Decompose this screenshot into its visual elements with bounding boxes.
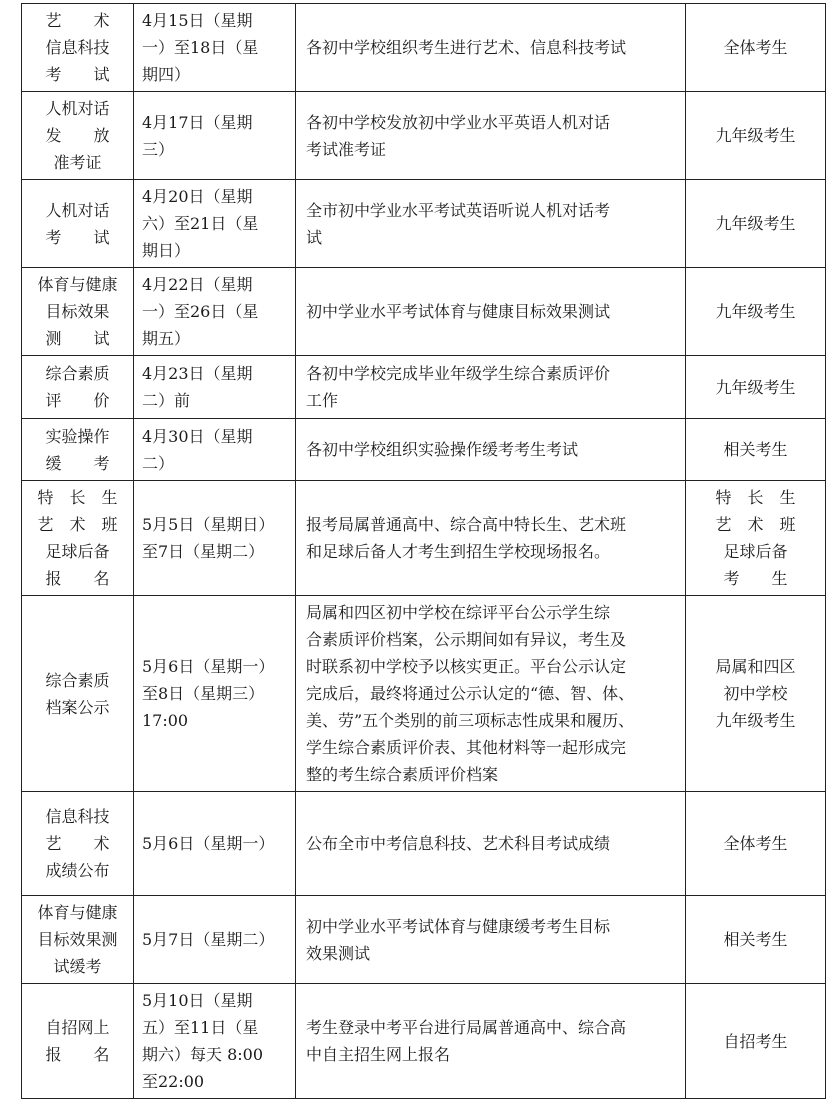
content-cell (296, 180, 686, 268)
item-cell-line: 体育与健康 (37, 275, 118, 294)
target-cell-line: 九年级考生 (715, 377, 796, 397)
target-cell-line: 特 长 生 (715, 488, 796, 507)
item-cell-line: 评 价 (45, 391, 110, 410)
target-cell-line: 局属和四区 (715, 657, 796, 676)
item-cell-line: 综合素质 (45, 364, 110, 383)
item-cell (22, 356, 134, 419)
content-cell-line: 学生综合素质评价表、其他材料等一起形成完 (306, 738, 627, 757)
item-cell-line: 缓 考 (45, 453, 110, 473)
target-cell-line: 足球后备 (723, 542, 788, 561)
content-cell-line: 初中学业水平考试体育与健康缓考考生目标 (306, 916, 611, 936)
date-cell (134, 356, 296, 419)
target-cell (686, 984, 826, 1099)
content-cell-line: 时联系初中学校予以核实更正。平台公示认定 (306, 657, 627, 676)
date-cell-line: 期四） (142, 65, 191, 84)
item-cell-line: 报 名 (45, 1045, 110, 1064)
target-cell-line: 全体考生 (723, 834, 788, 853)
content-cell-line: 合素质评价档案，公示期间如有异议，考生及 (306, 630, 627, 649)
table-row (22, 356, 826, 419)
content-cell (296, 92, 686, 180)
content-cell-line: 局属和四区初中学校在综评平台公示学生综 (306, 603, 611, 622)
item-cell-line: 成绩公布 (45, 861, 110, 880)
date-cell-line: 三） (142, 139, 175, 159)
date-cell-line: 期五） (142, 329, 191, 348)
date-cell-line: 4月17日（星期 (142, 112, 253, 132)
date-cell-line: 五）至11日（星 (142, 1018, 259, 1037)
content-cell-line: 试 (306, 227, 323, 247)
content-cell-line: 各初中学校完成毕业年级学生综合素质评价 (306, 364, 611, 383)
date-cell-line: 期日） (142, 241, 191, 260)
date-cell-line: 一）至26日（星 (142, 302, 259, 321)
item-cell-line: 综合素质 (45, 670, 110, 690)
date-cell (134, 268, 296, 356)
item-cell-line: 实验操作 (45, 426, 110, 446)
content-cell-line: 各初中学校发放初中学业水平英语人机对话 (306, 112, 611, 132)
item-cell (22, 984, 134, 1099)
target-cell (686, 481, 826, 596)
table-row (22, 180, 826, 268)
content-cell-line: 完成后，最终将通过公示认定的“德、智、体、 (306, 684, 635, 703)
target-cell-line: 相关考生 (723, 930, 788, 949)
target-cell (686, 792, 826, 896)
content-cell-line: 效果测试 (306, 943, 371, 963)
target-cell-line: 初中学校 (723, 684, 788, 703)
item-cell-line: 人机对话 (45, 200, 110, 220)
table-row (22, 596, 826, 792)
item-cell-line: 自招网上 (45, 1018, 110, 1037)
content-cell-line: 考试准考证 (306, 139, 387, 159)
item-cell (22, 180, 134, 268)
content-cell (296, 596, 686, 792)
date-cell-line: 4月22日（星期 (142, 275, 253, 294)
date-cell-line: 六）至21日（星 (142, 214, 259, 233)
content-cell-line: 和足球后备人才考生到招生学校现场报名。 (306, 542, 611, 561)
item-cell-line: 体育与健康 (37, 903, 118, 922)
item-cell (22, 481, 134, 596)
item-cell-line: 人机对话 (45, 99, 110, 118)
date-cell-line: 至22:00 (142, 1072, 205, 1091)
content-cell (296, 896, 686, 984)
date-cell-line: 4月15日（星期 (142, 11, 253, 30)
target-cell-line: 相关考生 (723, 440, 788, 459)
item-cell-line: 测 试 (45, 329, 110, 348)
item-cell-line: 档案公示 (45, 697, 110, 717)
target-cell (686, 92, 826, 180)
target-cell-line: 自招考生 (723, 1031, 788, 1051)
date-cell (134, 596, 296, 792)
date-cell-line: 期六）每天 8:00 (142, 1045, 264, 1064)
item-cell-line: 艺 术 (45, 834, 110, 853)
target-cell (686, 596, 826, 792)
content-cell (296, 792, 686, 896)
target-cell-line: 九年级考生 (715, 126, 796, 145)
target-cell (686, 419, 826, 481)
content-cell (296, 4, 686, 92)
table-row (22, 984, 826, 1099)
target-cell-line: 九年级考生 (715, 711, 796, 730)
content-cell (296, 268, 686, 356)
date-cell (134, 92, 296, 180)
date-cell (134, 4, 296, 92)
date-cell (134, 792, 296, 896)
item-cell-line: 试缓考 (53, 957, 102, 976)
item-cell-line: 足球后备 (45, 542, 110, 561)
date-cell (134, 896, 296, 984)
date-cell-line: 5月7日（星期二） (142, 930, 275, 949)
content-cell-line: 公布全市中考信息科技、艺术科目考试成绩 (306, 834, 611, 853)
date-cell-line: 4月30日（星期 (142, 426, 253, 446)
content-cell-line: 整的考生综合素质评价档案 (306, 765, 499, 784)
item-cell (22, 92, 134, 180)
item-cell-line: 准考证 (53, 153, 102, 172)
date-cell-line: 至8日（星期三） (142, 684, 265, 703)
item-cell (22, 792, 134, 896)
target-cell-line: 考 生 (723, 569, 788, 588)
target-cell (686, 896, 826, 984)
item-cell-line: 艺 术 班 (37, 515, 118, 534)
content-cell-line: 报考局属普通高中、综合高中特长生、艺术班 (306, 515, 627, 534)
date-cell (134, 180, 296, 268)
item-cell-line: 特 长 生 (37, 488, 118, 507)
content-cell-line: 美、劳”五个类别的前三项标志性成果和履历、 (306, 711, 635, 730)
target-cell-line: 艺 术 班 (715, 515, 796, 534)
target-cell-line: 九年级考生 (715, 214, 796, 233)
exam-schedule-table (21, 3, 826, 1099)
item-cell-line: 艺 术 (45, 11, 110, 30)
item-cell-line: 信息科技 (45, 807, 110, 826)
item-cell (22, 419, 134, 481)
date-cell-line: 二）前 (142, 391, 191, 410)
target-cell (686, 356, 826, 419)
table-row (22, 481, 826, 596)
schedule-body (22, 4, 826, 1099)
target-cell-line: 全体考生 (723, 38, 788, 57)
item-cell (22, 4, 134, 92)
date-cell-line: 至7日（星期二） (142, 542, 265, 561)
date-cell-line: 5月6日（星期一） (142, 834, 275, 853)
target-cell-line: 九年级考生 (715, 302, 796, 321)
date-cell (134, 481, 296, 596)
item-cell-line: 考 试 (45, 65, 110, 84)
target-cell (686, 180, 826, 268)
item-cell-line: 目标效果测 (37, 930, 118, 949)
table-row (22, 92, 826, 180)
item-cell (22, 268, 134, 356)
content-cell (296, 419, 686, 481)
item-cell-line: 发 放 (45, 126, 110, 145)
content-cell-line: 各初中学校组织考生进行艺术、信息科技考试 (306, 38, 627, 57)
date-cell-line: 二） (142, 453, 175, 473)
table-row (22, 896, 826, 984)
table-row (22, 268, 826, 356)
date-cell (134, 984, 296, 1099)
date-cell-line: 17:00 (142, 711, 189, 730)
content-cell-line: 各初中学校组织实验操作缓考考生考试 (306, 440, 579, 459)
date-cell-line: 5月5日（星期日） (142, 515, 275, 534)
item-cell-line: 报 名 (45, 569, 110, 588)
content-cell (296, 356, 686, 419)
date-cell-line: 5月6日（星期一） (142, 657, 275, 676)
table-row (22, 4, 826, 92)
content-cell-line: 中自主招生网上报名 (306, 1045, 451, 1064)
content-cell (296, 481, 686, 596)
date-cell (134, 419, 296, 481)
date-cell-line: 4月20日（星期 (142, 187, 253, 206)
item-cell (22, 896, 134, 984)
item-cell-line: 目标效果 (45, 302, 110, 321)
item-cell (22, 596, 134, 792)
item-cell-line: 考 试 (45, 227, 110, 247)
content-cell-line: 全市初中学业水平考试英语听说人机对话考 (306, 200, 611, 220)
date-cell-line: 5月10日（星期 (142, 991, 253, 1010)
target-cell (686, 268, 826, 356)
date-cell-line: 4月23日（星期 (142, 364, 253, 383)
date-cell-line: 一）至18日（星 (142, 38, 259, 57)
content-cell-line: 考生登录中考平台进行局属普通高中、综合高 (306, 1018, 627, 1037)
target-cell (686, 4, 826, 92)
table-row (22, 419, 826, 481)
content-cell-line: 初中学业水平考试体育与健康目标效果测试 (306, 302, 611, 321)
content-cell (296, 984, 686, 1099)
item-cell-line: 信息科技 (45, 38, 110, 57)
content-cell-line: 工作 (306, 391, 339, 410)
table-row (22, 792, 826, 896)
